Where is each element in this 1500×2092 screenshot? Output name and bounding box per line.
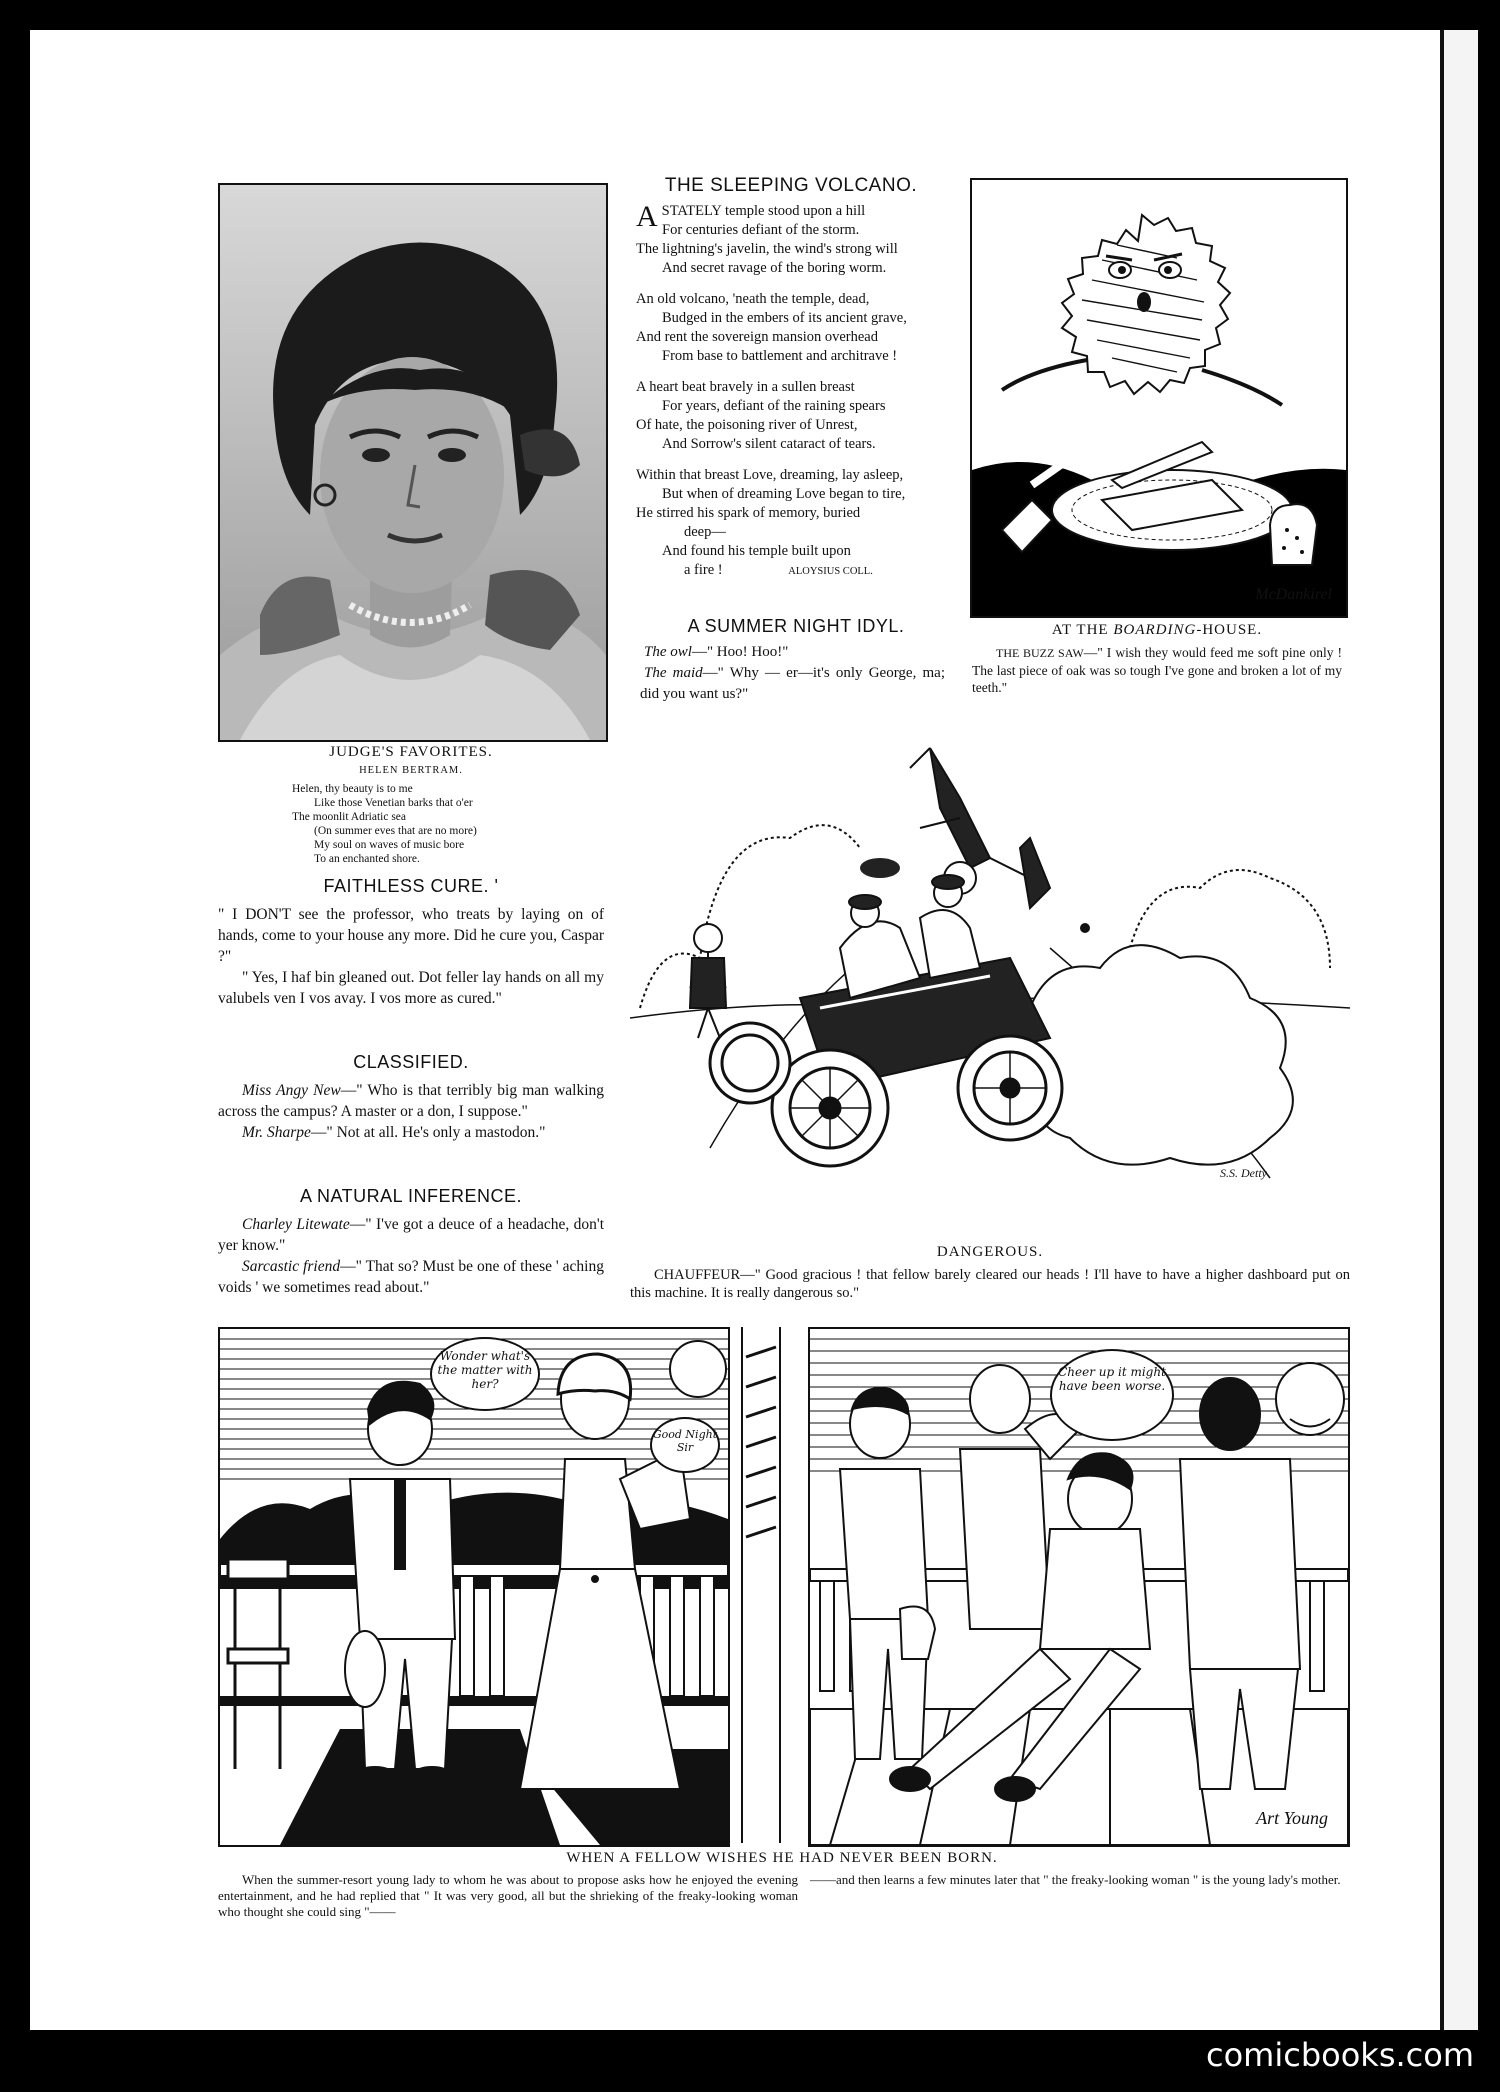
strip-right-panel bbox=[808, 1327, 1350, 1847]
drop-cap: A bbox=[636, 200, 658, 233]
dangerous-cartoon bbox=[630, 708, 1350, 1233]
inference-title: A NATURAL INFERENCE. bbox=[299, 1186, 523, 1206]
poem-line: For years, defiant of the raining spears bbox=[662, 398, 886, 414]
poem-line: deep— bbox=[684, 524, 726, 540]
caption-part: AT THE bbox=[1051, 622, 1114, 638]
poem-line: Budged in the embers of its ancient grave, bbox=[662, 310, 907, 326]
automobile-drawing bbox=[630, 708, 1350, 1233]
panel-separator bbox=[738, 1327, 784, 1843]
portrait-verse bbox=[292, 782, 592, 866]
poem-author: ALOYSIUS COLL. bbox=[788, 566, 873, 577]
speaker-sharpe: Mr. Sharpe bbox=[242, 1124, 311, 1141]
faithless-p2: " Yes, I haf bin gleaned out. Dot feller lay hands on all my valubels ven I vos avay. I vos more as cured." bbox=[218, 969, 604, 1007]
poem-line: An old volcano, 'neath the temple, dead, bbox=[636, 291, 870, 307]
dangerous-text bbox=[630, 1266, 1350, 1302]
classified-text bbox=[218, 1080, 604, 1143]
poem-line: Within that breast Love, dreaming, lay asleep, bbox=[636, 467, 904, 483]
volcano-title: THE SLEEPING VOLCANO. bbox=[664, 175, 918, 196]
chauffeur-line: —" Good gracious ! that fellow barely cleared our heads ! I'll have to have a higher dashboard put on this machine. It is really dangerous so." bbox=[630, 1267, 1350, 1301]
classified-title: CLASSIFIED. bbox=[353, 1052, 469, 1072]
strip-left-panel bbox=[218, 1327, 730, 1847]
inference-text bbox=[218, 1214, 604, 1298]
buzz-saw-drawing bbox=[972, 180, 1346, 616]
portrait-photo bbox=[218, 183, 608, 742]
verse-line: To an enchanted shore. bbox=[314, 853, 420, 865]
poem-stanza bbox=[636, 290, 956, 366]
speaker-friend: Sarcastic friend bbox=[242, 1258, 341, 1275]
portrait-name: HELEN BERTRAM. bbox=[359, 765, 463, 776]
owl-line: —" Hoo! Hoo!" bbox=[691, 644, 789, 660]
verse-line: Like those Venetian barks that o'er bbox=[314, 797, 473, 809]
idyl-title: A SUMMER NIGHT IDYL. bbox=[687, 616, 905, 636]
dangerous-title: DANGEROUS. bbox=[936, 1244, 1044, 1260]
separator-graphic bbox=[738, 1327, 784, 1843]
poem-line: For centuries defiant of the storm. bbox=[662, 222, 860, 238]
charley-line: —" I've got a deuce of a headache, don't yer know." bbox=[218, 1216, 604, 1254]
boarding-caption bbox=[970, 622, 1344, 639]
portrait-title: JUDGE'S FAVORITES. bbox=[329, 744, 493, 760]
poem-line: And rent the sovereign mansion overhead bbox=[636, 329, 878, 345]
cartoonist-signature: McDankirel bbox=[1255, 586, 1332, 603]
portrait-illustration bbox=[220, 185, 606, 740]
poem-stanza bbox=[636, 202, 956, 278]
idyl-text bbox=[640, 642, 945, 705]
poem-line: The lightning's javelin, the wind's strong will bbox=[636, 241, 898, 257]
facing-page-edge bbox=[1444, 30, 1478, 2030]
poem-line: From base to battlement and architrave ! bbox=[662, 348, 898, 364]
verse-line: The moonlit Adriatic sea bbox=[292, 811, 407, 823]
dangerous-signature: S.S. Detty bbox=[1220, 1166, 1267, 1180]
speaker-angy: Miss Angy New bbox=[242, 1082, 341, 1099]
angy-line: —" Who is that terribly big man walking across the campus? A master or a don, I suppose." bbox=[218, 1082, 605, 1120]
poem-line: STATELY temple stood upon a hill bbox=[661, 203, 866, 219]
caption-part: -HOUSE. bbox=[1196, 622, 1263, 638]
maid-line: —" Why — er—it's only George, ma; did you want us?" bbox=[640, 665, 945, 702]
poem-line: Of hate, the poisoning river of Unrest, bbox=[636, 417, 858, 433]
faithless-text bbox=[218, 904, 604, 1009]
poem-line-text: a fire ! bbox=[684, 562, 723, 578]
boarding-text bbox=[972, 644, 1342, 696]
speech-bubble-friend: Cheer up it might have been worse. bbox=[1050, 1349, 1174, 1441]
site-watermark: comicbooks.com bbox=[1205, 2036, 1474, 2074]
poem-line: He stirred his spark of memory, buried bbox=[636, 505, 861, 521]
strip-title: WHEN A FELLOW WISHES HE HAD NEVER BEEN BORN. bbox=[566, 1850, 998, 1866]
poem-line: But when of dreaming Love began to tire, bbox=[662, 486, 906, 502]
sharpe-line: —" Not at all. He's only a mastodon." bbox=[310, 1124, 546, 1141]
poem-line bbox=[636, 561, 956, 581]
poem-line: A heart beat bravely in a sullen breast bbox=[636, 379, 855, 395]
speaker-buzz-saw: THE BUZZ SAW bbox=[996, 646, 1084, 660]
strip-signature: Art Young bbox=[1256, 1808, 1328, 1828]
left-caption-text: When the summer-resort young lady to whom he was about to propose asks how he enjoyed the evening entertainment, and he had replied that " It was very good, all but the shrieking of the freaky-looking woman who thought she could sing "—— bbox=[218, 1872, 798, 1919]
boarding-house-cartoon bbox=[970, 178, 1348, 618]
faithless-title: FAITHLESS CURE. ' bbox=[323, 876, 499, 896]
poem-line: And found his temple built upon bbox=[662, 543, 851, 559]
verse-line: (On summer eves that are no more) bbox=[314, 825, 477, 837]
speaker-owl: The owl bbox=[644, 644, 692, 660]
verse-line: Helen, thy beauty is to me bbox=[292, 783, 413, 795]
faithless-p1: " I DON'T see the professor, who treats by laying on of hands, come to your house any more. Did he cure you, Caspar ?" bbox=[218, 906, 604, 965]
poem-stanza bbox=[636, 378, 956, 454]
strip-right-caption bbox=[810, 1872, 1346, 1888]
strip-left-caption bbox=[218, 1872, 798, 1920]
caption-italic: BOARDING bbox=[1113, 622, 1197, 638]
friend-line: —" That so? Must be one of these ' aching voids ' we sometimes read about." bbox=[218, 1258, 604, 1296]
poem-line: And Sorrow's silent cataract of tears. bbox=[662, 436, 876, 452]
speaker-charley: Charley Litewate bbox=[242, 1216, 350, 1233]
speech-bubble-lady: Good Night Sir bbox=[650, 1417, 720, 1473]
verse-line: My soul on waves of music bore bbox=[314, 839, 465, 851]
poem-stanza bbox=[636, 466, 956, 581]
buzz-saw-line: —" I wish they would feed me soft pine only ! The last piece of oak was so tough I've gone and broken a lot of my teeth." bbox=[972, 645, 1342, 695]
volcano-poem bbox=[636, 202, 956, 593]
poem-line: And secret ravage of the boring worm. bbox=[662, 260, 887, 276]
speech-bubble-man: Wonder what's the matter with her? bbox=[430, 1337, 540, 1411]
speaker-maid: The maid bbox=[644, 665, 703, 681]
right-caption-text: ——and then learns a few minutes later that " the freaky-looking woman " is the young lady's mother. bbox=[810, 1872, 1341, 1887]
speaker-chauffeur: CHAUFFEUR bbox=[654, 1267, 741, 1283]
